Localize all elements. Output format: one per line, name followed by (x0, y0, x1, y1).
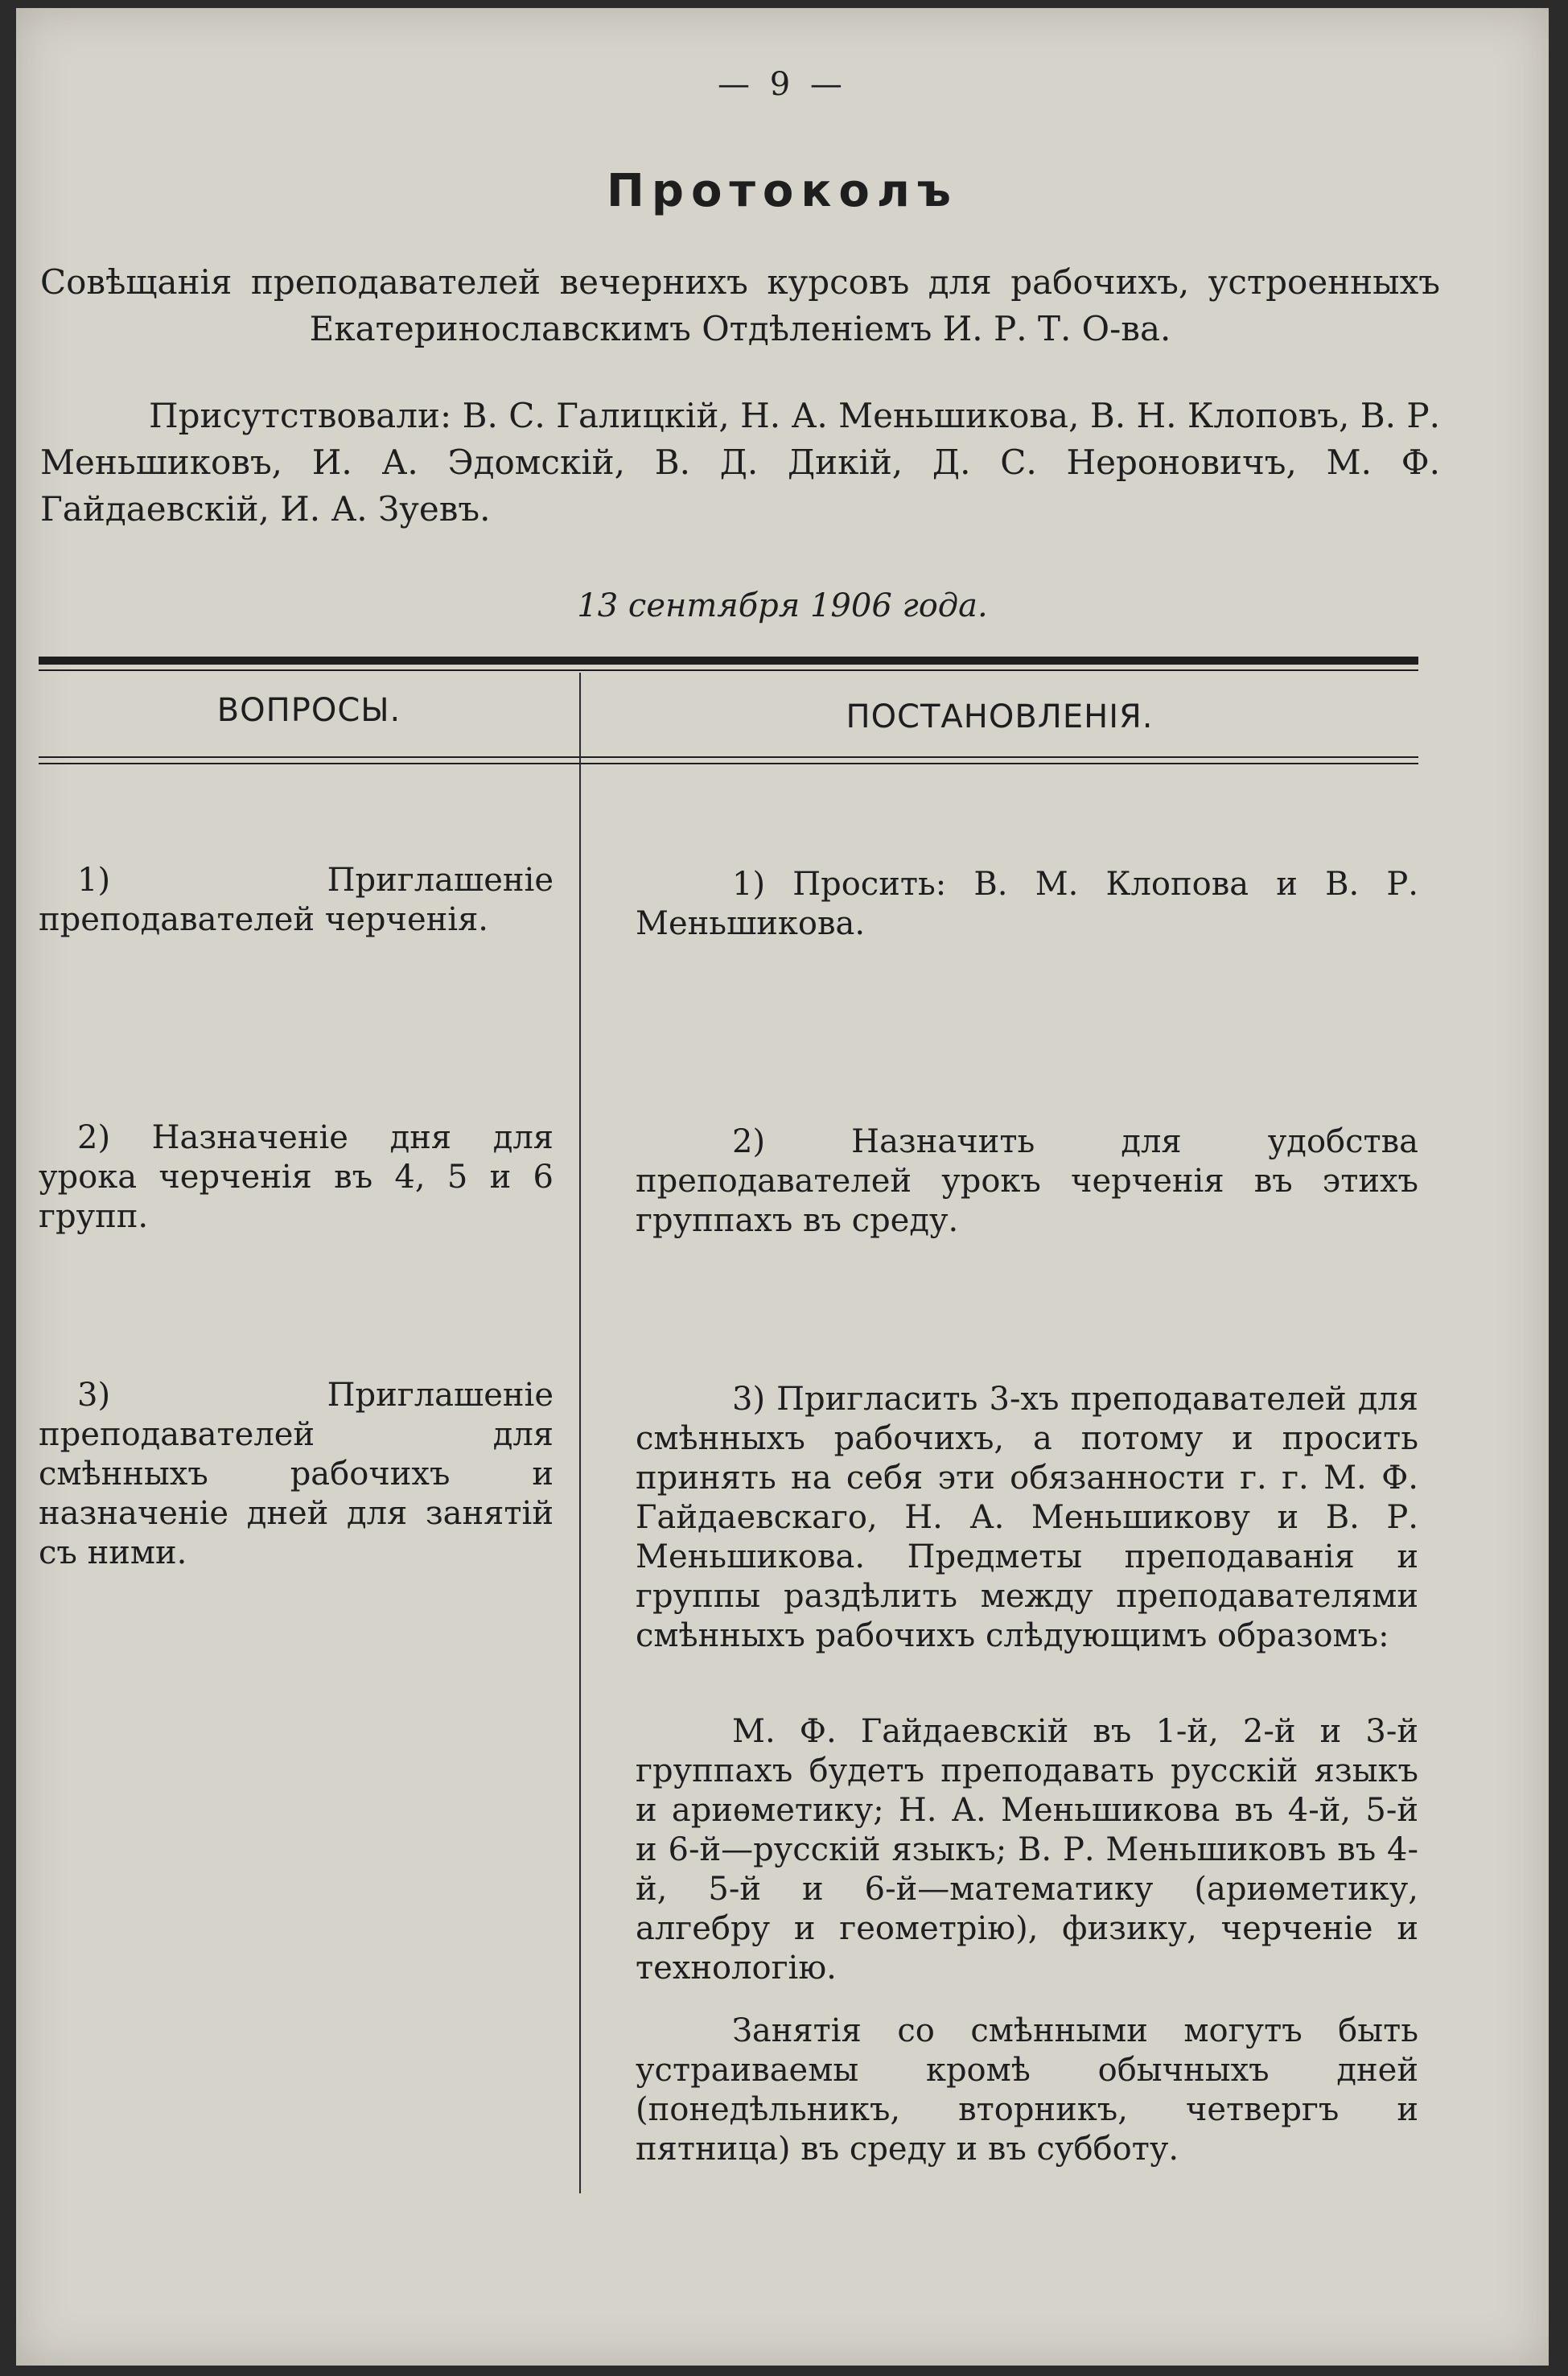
attendance-list: Присутствовали: В. С. Галицкій, Н. А. Меньшикова, В. Н. Клоповъ, В. Р. Меньшиковъ, И. А. Эдомскій, В. Д. Дикій, Д. С. Нероновичъ, М. Ф. Гайдаевскій, И. А. Зуевъ. (40, 396, 1440, 529)
resolution-1: 1) Просить: В. М. Клопова и В. Р. Меньшикова. (636, 866, 1418, 942)
meeting-date: 13 сентября 1906 года. (577, 587, 988, 624)
table-top-rule-thin (39, 669, 1418, 671)
page-number: — 9 — (718, 66, 847, 103)
header-bottom-rule (39, 756, 1418, 758)
header-questions: ВОПРОСЫ. (216, 692, 401, 729)
resolution-2: 2) Назначить для удобства преподавателей урокъ черченія въ этихъ группахъ въ среду. (636, 1123, 1418, 1239)
question-1: 1) Приглашеніе преподавателей черченія. (39, 862, 554, 938)
question-3: 3) Приглашеніе преподавателей для смѣнныхъ рабочихъ и назначеніе дней для занятій съ ними. (39, 1377, 554, 1571)
document-subtitle: Совѣщанія преподавателей вечернихъ курсовъ для рабочихъ, устроенныхъ Екатеринославскимъ Отдѣленіемъ И. Р. Т. О-ва. (40, 262, 1440, 348)
table-top-rule (39, 657, 1418, 665)
resolution-3-schedule: Занятія со смѣнными могутъ быть устраиваемы кромѣ обычныхъ дней (понедѣльникъ, вторникъ, четвергъ и пятница) въ среду и въ субботу. (636, 2012, 1418, 2168)
resolution-3-distribution: М. Ф. Гайдаевскій въ 1-й, 2-й и 3-й группахъ будетъ преподавать русскій языкъ и ариѳметику; Н. А. Меньшикова въ 4-й, 5-й и 6-й—русскій языкъ; В. Р. Меньшиковъ въ 4-й, 5-й и 6-й—математику (ариѳметику, алгебру и геометрію), физику, черченіе и технологію. (636, 1713, 1418, 1987)
question-2: 2) Назначеніе дня для урока черченія въ 4, 5 и 6 групп. (39, 1119, 554, 1235)
resolution-3: 3) Пригласить 3-хъ преподавателей для смѣнныхъ рабочихъ, а потому и просить принять на себя эти обязанности г. г. М. Ф. Гайдаевскаго, Н. А. Меньшикову и В. Р. Меньшикова. Предметы преподаванія и группы раздѣлить между преподавателями смѣнныхъ рабочихъ слѣдующимъ образомъ: (636, 1381, 1418, 1654)
column-divider (579, 673, 581, 2193)
document-title: Протоколъ (607, 165, 958, 217)
document-page (16, 8, 1549, 2366)
header-bottom-rule-second (39, 763, 1418, 764)
header-resolutions: ПОСТАНОВЛЕНІЯ. (846, 698, 1154, 735)
